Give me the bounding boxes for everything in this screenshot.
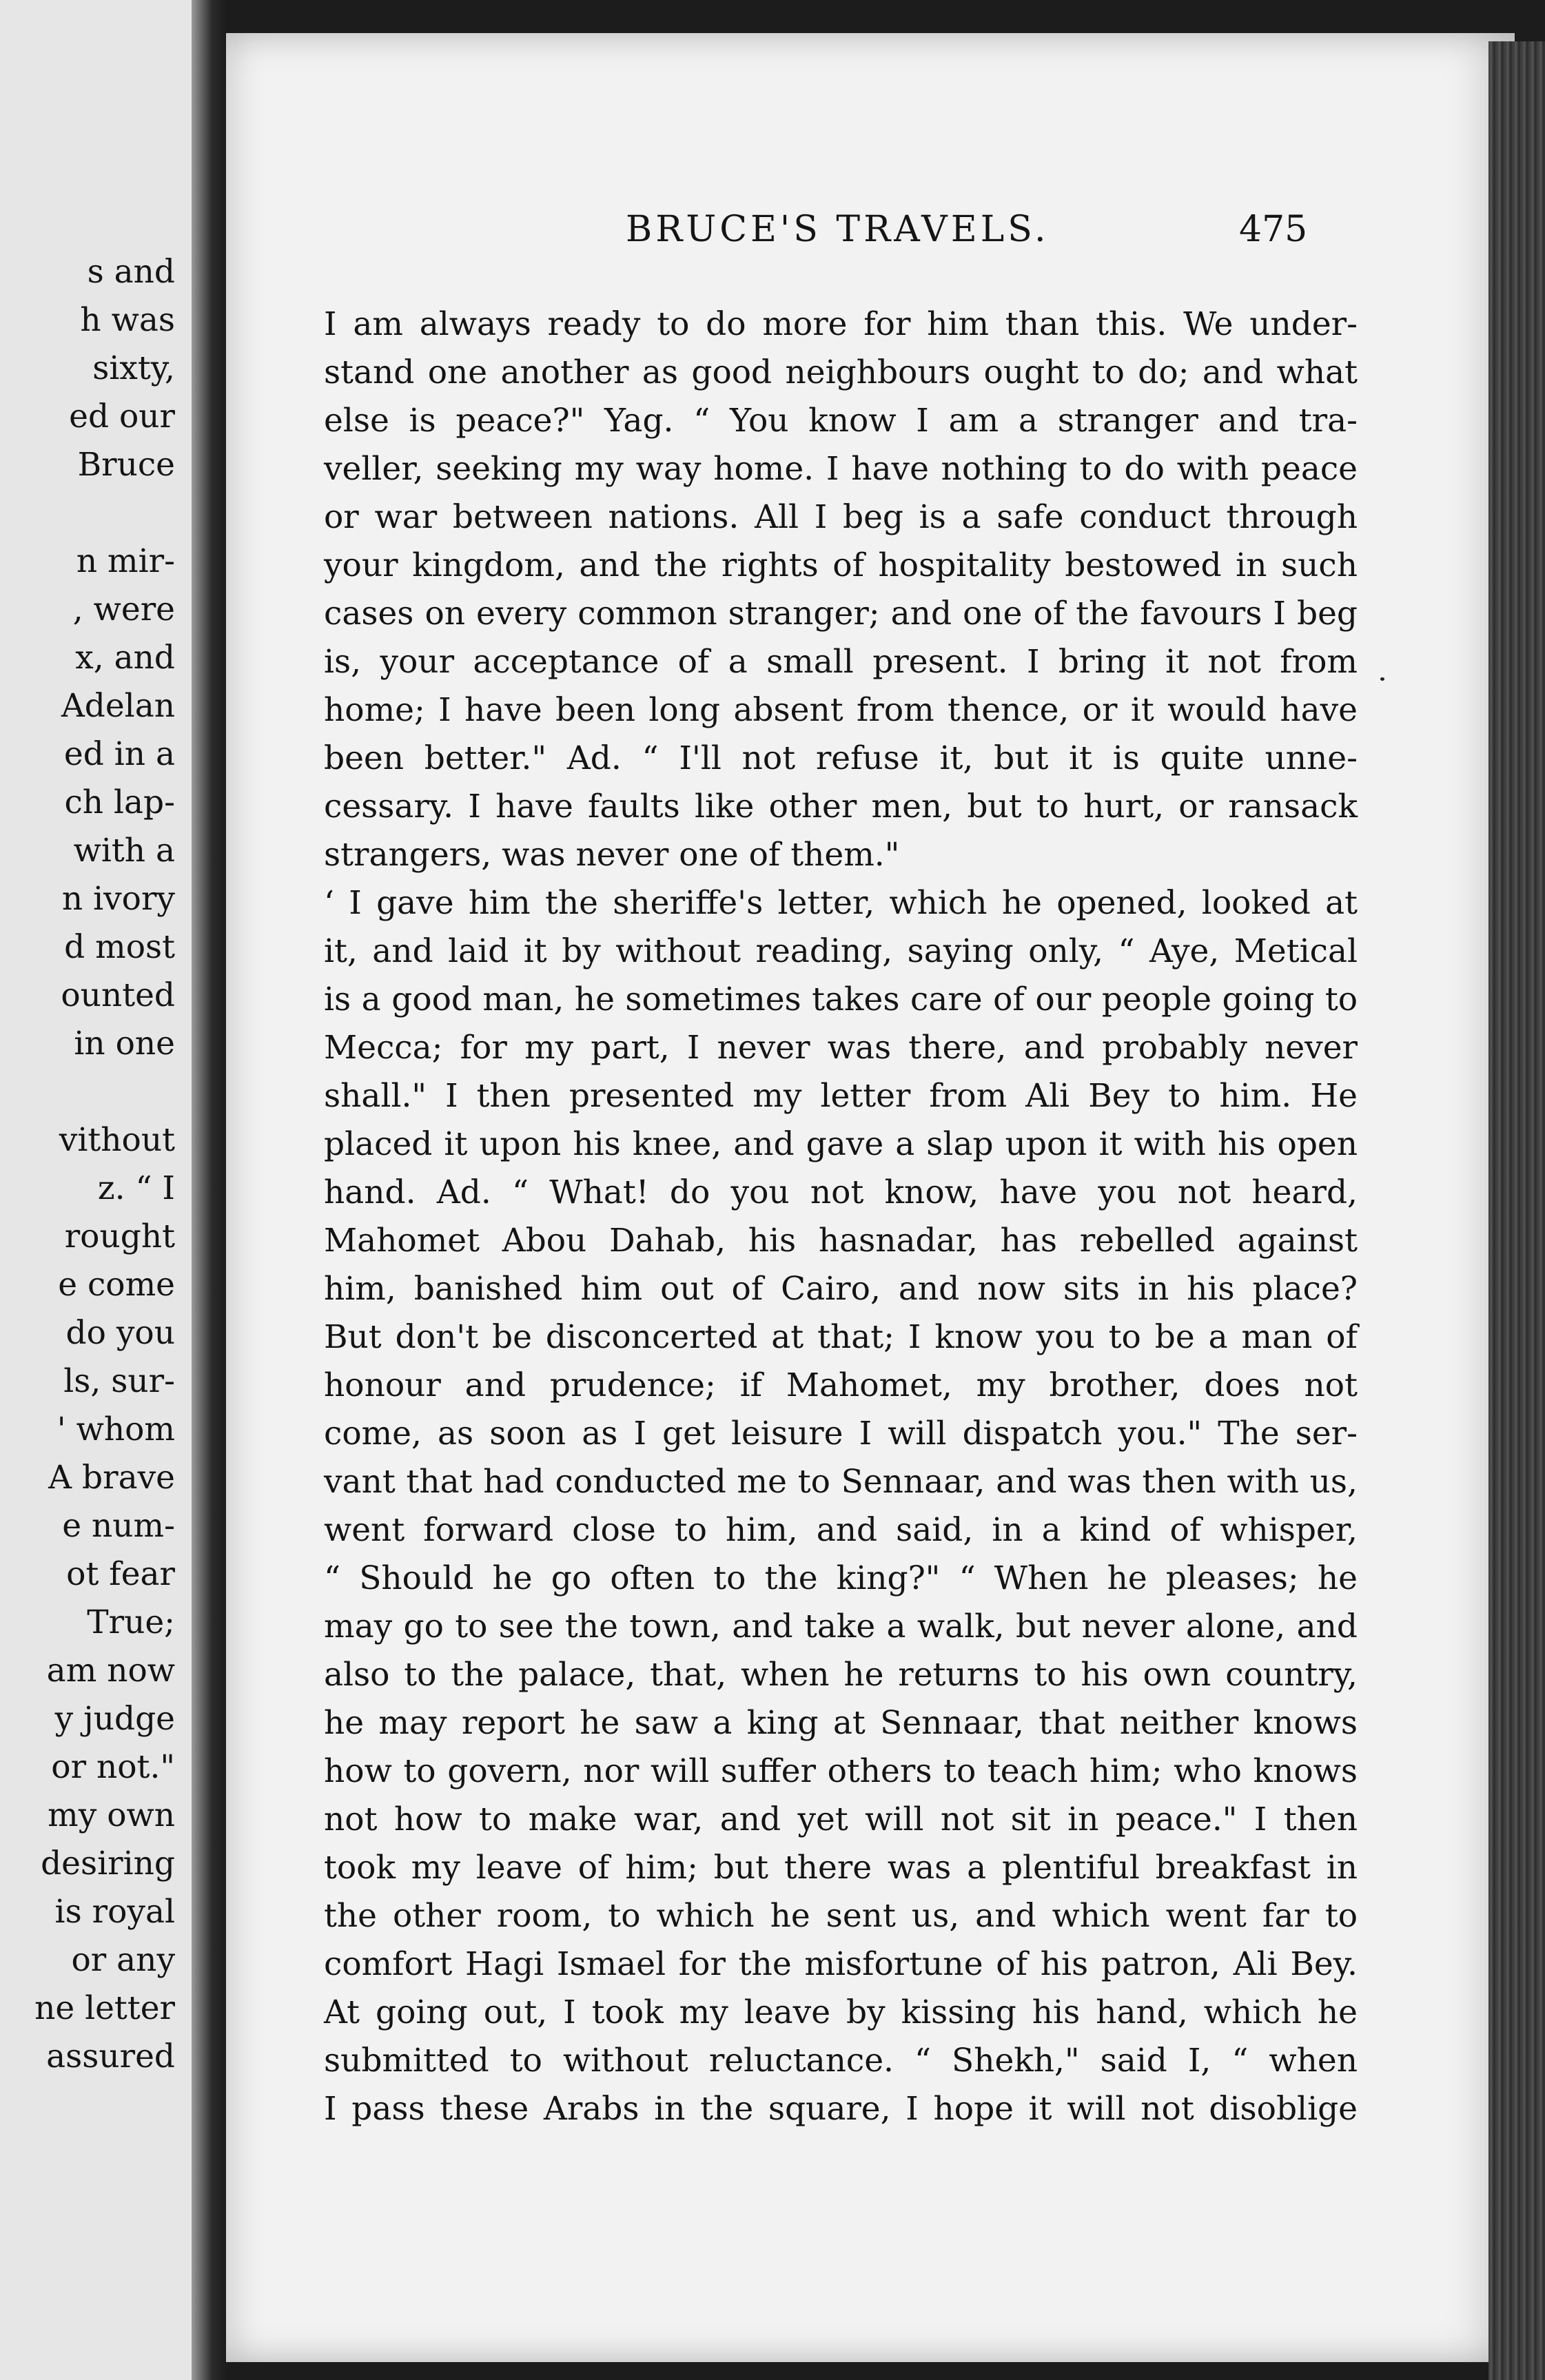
facing-line-fragment: , were [72, 591, 175, 628]
facing-line-fragment: is royal [54, 1893, 175, 1931]
text-line: come, as soon as I get leisure I will dispatch you." The ser- [324, 1415, 1358, 1453]
text-line: went forward close to him, and said, in a kind of whisper, [324, 1511, 1358, 1549]
text-line: cessary. I have faults like other men, but to hurt, or ransack [324, 788, 1358, 825]
text-line: is, your acceptance of a small present. I bring it not from [324, 643, 1358, 681]
facing-line-fragment: ot fear [66, 1555, 175, 1593]
facing-line-fragment: ne letter [34, 1989, 175, 2027]
text-line: hand. Ad. “ What! do you not know, have you not heard, [324, 1173, 1358, 1211]
text-line: I am always ready to do more for him than this. We under- [324, 305, 1358, 343]
text-line: At going out, I took my leave by kissing his hand, which he [324, 1993, 1358, 2031]
facing-line-fragment: am now [46, 1652, 175, 1690]
facing-line-fragment: e num- [62, 1507, 175, 1545]
body-text [324, 300, 1358, 2133]
text-line: been better." Ad. “ I'll not refuse it, but it is quite unne- [324, 739, 1358, 777]
text-line: Mahomet Abou Dahab, his hasnadar, has rebelled against [324, 1222, 1358, 1260]
text-line: home; I have been long absent from thence, or it would have [324, 691, 1358, 729]
facing-line-fragment: or not." [51, 1748, 175, 1786]
facing-line-fragment: ed our [69, 398, 175, 435]
text-line: shall." I then presented my letter from Ali Bey to him. He [324, 1077, 1358, 1115]
facing-page-fragment [0, 0, 192, 2380]
facing-line-fragment: ' whom [57, 1410, 175, 1448]
facing-line-fragment: s and [87, 253, 175, 291]
text-line: I pass these Arabs in the square, I hope it will not disoblige [324, 2090, 1358, 2128]
facing-line-fragment: ounted [61, 976, 175, 1014]
page-stack-edge [1488, 41, 1545, 2380]
facing-line-fragment: y judge [54, 1700, 175, 1738]
text-line: else is peace?" Yag. “ You know I am a stranger and tra- [324, 402, 1358, 440]
facing-line-fragment: d most [64, 928, 175, 966]
facing-line-fragment: n ivory [61, 880, 175, 918]
text-line: vant that had conducted me to Sennaar, and was then with us, [324, 1463, 1358, 1501]
text-line: ‘ I gave him the sheriffe's letter, which he opened, looked at [324, 884, 1358, 922]
text-line: veller, seeking my way home. I have nothing to do with peace [324, 450, 1358, 488]
text-line: cases on every common stranger; and one of the favours I beg [324, 595, 1358, 633]
facing-line-fragment: my own [48, 1796, 175, 1834]
text-line: took my leave of him; but there was a plentiful breakfast in [324, 1849, 1358, 1887]
text-line: comfort Hagi Ismael for the misfortune of his patron, Ali Bey. [324, 1945, 1358, 1983]
facing-line-fragment: with a [73, 832, 175, 870]
text-line: is a good man, he sometimes takes care of our people going to [324, 981, 1358, 1018]
text-line: may go to see the town, and take a walk, but never alone, and [324, 1608, 1358, 1645]
text-line: your kingdom, and the rights of hospitality bestowed in such [324, 546, 1358, 584]
text-line: Mecca; for my part, I never was there, and probably never [324, 1029, 1358, 1067]
running-title: BRUCE'S TRAVELS. [626, 209, 1050, 250]
facing-line-fragment: vithout [59, 1121, 175, 1159]
text-line: But don't be disconcerted at that; I know you to be a man of [324, 1318, 1358, 1356]
facing-line-fragment: True; [87, 1603, 175, 1641]
facing-line-fragment: e come [58, 1266, 175, 1304]
facing-line-fragment: sixty, [92, 349, 175, 387]
facing-line-fragment: h was [80, 301, 175, 339]
facing-line-fragment: z. “ I [97, 1169, 175, 1207]
text-line: “ Should he go often to the king?" “ When he pleases; he [324, 1559, 1358, 1597]
text-line: also to the palace, that, when he returns to his own country, [324, 1656, 1358, 1694]
text-line: he may report he saw a king at Sennaar, that neither knows [324, 1704, 1358, 1742]
text-line: it, and laid it by without reading, saying only, “ Aye, Metical [324, 932, 1358, 970]
book-page [226, 33, 1515, 2362]
facing-line-fragment: Bruce [77, 446, 175, 484]
text-line: strangers, was never one of them." [324, 836, 900, 874]
facing-line-fragment: ch lap- [64, 783, 175, 821]
text-line: stand one another as good neighbours ought to do; and what [324, 353, 1358, 391]
facing-page-text [34, 248, 175, 2081]
text-line: honour and prudence; if Mahomet, my brother, does not [324, 1366, 1358, 1404]
binding-gutter [192, 0, 226, 2380]
facing-line-fragment: Adelan [61, 687, 175, 725]
facing-line-fragment [34, 489, 175, 537]
text-line: or war between nations. All I beg is a safe conduct through [324, 498, 1358, 536]
facing-line-fragment [34, 1068, 175, 1116]
text-line: how to govern, nor will suffer others to teach him; who knows [324, 1752, 1358, 1790]
text-line: the other room, to which he sent us, and which went far to [324, 1897, 1358, 1935]
facing-line-fragment: do you [65, 1314, 175, 1352]
facing-line-fragment: or any [71, 1941, 175, 1979]
facing-line-fragment: x, and [75, 639, 175, 677]
ink-speck [1380, 677, 1384, 681]
page-number: 475 [1239, 209, 1308, 250]
facing-line-fragment: ls, sur- [63, 1362, 175, 1400]
facing-line-fragment: A brave [48, 1459, 175, 1497]
facing-line-fragment: n mir- [76, 542, 175, 580]
facing-line-fragment: ed in a [63, 735, 175, 773]
running-head [226, 209, 1370, 271]
text-line: not how to make war, and yet will not sit in peace." I then [324, 1801, 1358, 1838]
facing-line-fragment: rought [64, 1218, 175, 1255]
facing-line-fragment: assured [46, 2038, 175, 2075]
facing-line-fragment: desiring [41, 1845, 175, 1883]
text-line: placed it upon his knee, and gave a slap upon it with his open [324, 1125, 1358, 1163]
facing-line-fragment: in one [74, 1025, 175, 1063]
text-line: submitted to without reluctance. “ Shekh," said I, “ when [324, 2042, 1358, 2080]
text-line: him, banished him out of Cairo, and now sits in his place? [324, 1270, 1358, 1308]
